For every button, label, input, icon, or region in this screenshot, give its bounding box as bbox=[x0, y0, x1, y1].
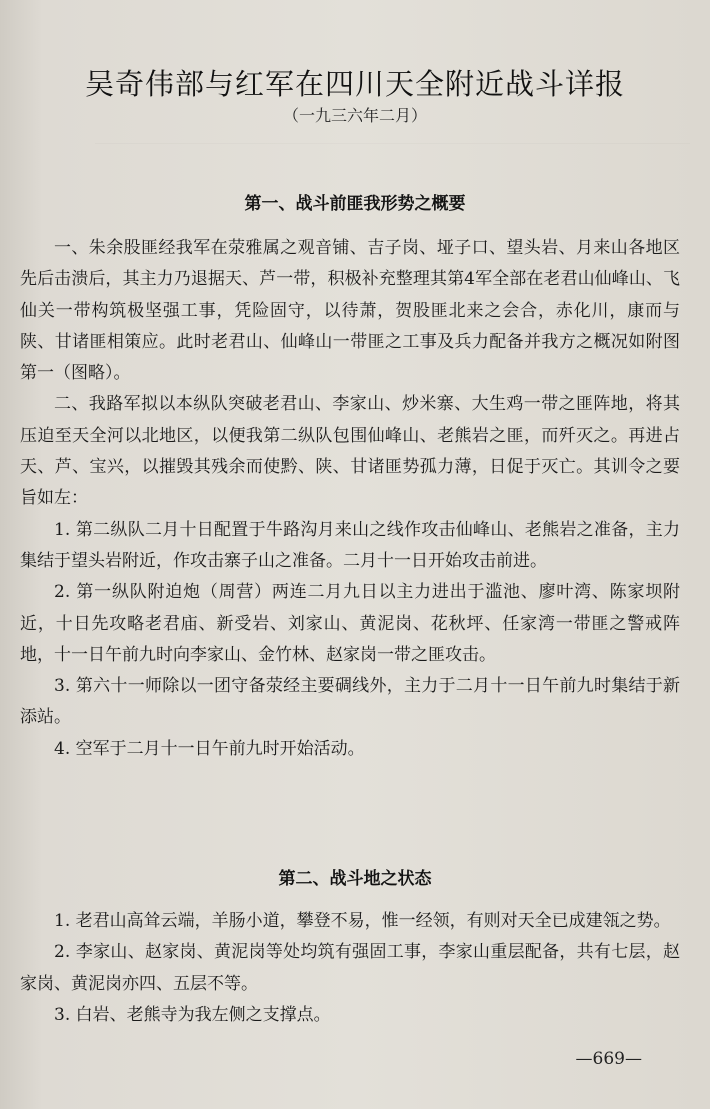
paragraph: 3. 白岩、老熊寺为我左侧之支撑点。 bbox=[54, 1004, 331, 1025]
paragraph: 3. 第六十一师除以一团守备荥经主要碉线外，主力于二月十一日午前九时集结于新添站。 bbox=[20, 676, 680, 728]
paragraph: 2. 李家山、赵家岗、黄泥岗等处均筑有强固工事，李家山重层配备，共有七层，赵家岗、黄泥岗亦四、五层不等。 bbox=[20, 942, 680, 994]
paragraph: 二、我路军拟以本纵队突破老君山、李家山、炒米寨、大生鸡一带之匪阵地，将其压迫至天全河以北地区，以便我第二纵队包围仙峰山、老熊岩之匪，而歼灭之。再进占天、芦、宝兴，以摧毁其残余而使黔、陕、甘诸匪势孤力薄，日促于灭亡。其训令之要旨如左： bbox=[20, 394, 680, 509]
page-number: —669— bbox=[575, 1049, 642, 1069]
paragraph: 4. 空军于二月十一日午前九时开始活动。 bbox=[54, 738, 365, 759]
paragraph: 2. 第一纵队附迫炮（周营）两连二月九日以主力进出于滥池、廖叶湾、陈家坝附近，十日先攻略老君庙、新受岩、刘家山、黄泥岗、花秋坪、任家湾一带匪之警戒阵地，十一日午前九时向李家山、金竹林、赵家岗一带之匪攻击。 bbox=[20, 582, 680, 665]
section-1-body bbox=[20, 233, 680, 765]
section-heading-1: 第一、战斗前匪我形势之概要 bbox=[244, 194, 466, 214]
document-title: 吴奇伟部与红军在四川天全附近战斗详报 bbox=[84, 67, 625, 101]
section-heading-2: 第二、战斗地之状态 bbox=[278, 869, 432, 889]
paragraph: 一、朱余股匪经我军在荥雅属之观音铺、吉子岗、垭子口、望头岩、月来山各地区先后击溃后，其主力乃退据天、芦一带，积极补充整理其第4军全部在老君山仙峰山、飞仙关一带构筑极坚强工事，凭险固守，以待萧，贺股匪北来之会合，赤化川，康而与陕、甘诸匪相策应。此时老君山、仙峰山一带匪之工事及兵力配备并我方之概况如附图第一（图略）。 bbox=[20, 238, 680, 384]
paragraph: 1. 老君山高耸云端，羊肠小道，攀登不易，惟一经领，有则对天全已成建瓴之势。 bbox=[54, 911, 671, 931]
paragraph: 1. 第二纵队二月十日配置于牛路沟月来山之线作攻击仙峰山、老熊岩之准备，主力集结于望头岩附近，作攻击寨子山之准备。二月十一日开始攻击前进。 bbox=[20, 519, 680, 571]
document-date: （一九三六年二月） bbox=[282, 106, 427, 125]
section-2-body bbox=[20, 906, 680, 1031]
